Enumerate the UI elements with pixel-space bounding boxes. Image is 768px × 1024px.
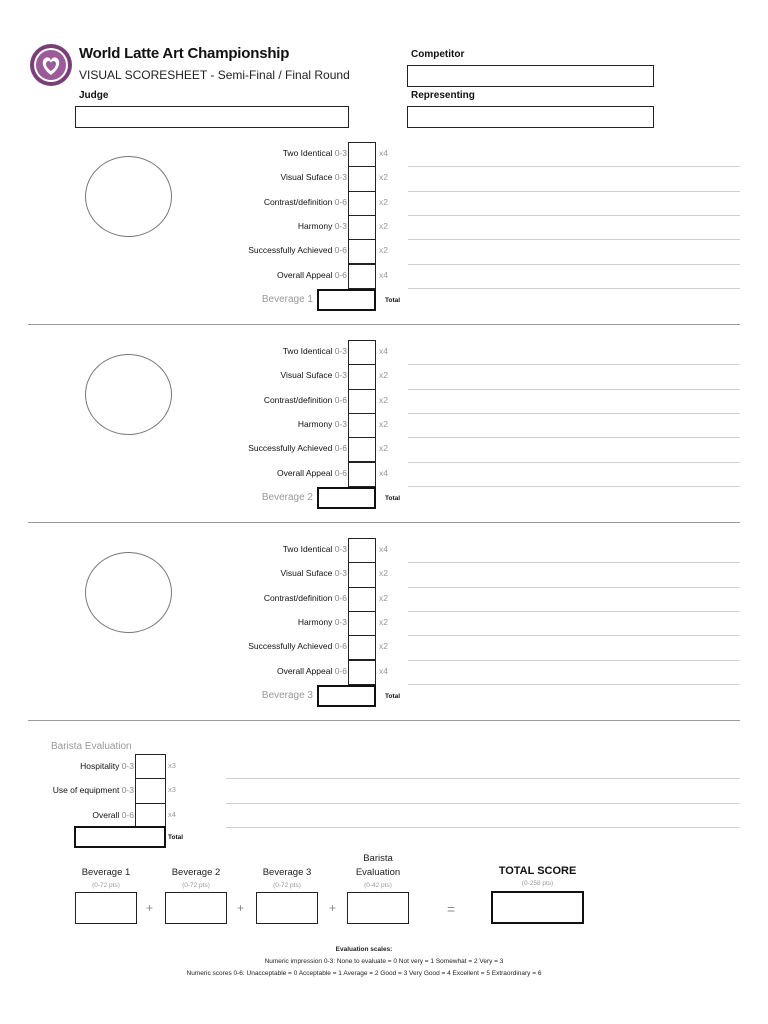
summary-beverage-1-box[interactable] — [75, 892, 137, 924]
criterion-range: 0-3 — [334, 220, 347, 231]
beverage-total-label: Total — [385, 296, 401, 304]
barista-criterion-name: Use of equipment — [52, 785, 120, 796]
criterion-multiplier: x2 — [379, 370, 388, 381]
beverage-label: Beverage 3 — [261, 689, 313, 701]
criterion-name: Visual Suface — [280, 172, 333, 183]
criterion-range: 0-3 — [334, 148, 347, 158]
criterion-name: Contrast/definition — [263, 394, 333, 405]
notes-line[interactable] — [408, 215, 740, 216]
barista-criterion-range: 0-6 — [121, 809, 134, 820]
score-box[interactable] — [348, 562, 376, 587]
criterion-multiplier: x4 — [379, 467, 388, 478]
summary-beverage-2-box[interactable] — [165, 892, 227, 924]
score-box[interactable] — [348, 239, 376, 264]
barista-notes-line[interactable] — [226, 778, 740, 779]
criterion-label — [248, 443, 347, 453]
barista-total-label: Total — [168, 834, 184, 842]
score-box[interactable] — [348, 538, 376, 563]
barista-criterion-name: Hospitality — [80, 761, 120, 771]
section-divider — [28, 522, 740, 523]
beverage-label: Beverage 1 — [261, 293, 313, 305]
summary-barista-label-line-2: Evaluation — [355, 867, 401, 878]
score-box[interactable] — [348, 364, 376, 389]
score-box[interactable] — [348, 413, 376, 438]
section-divider — [28, 324, 740, 325]
barista-notes-line[interactable] — [226, 803, 740, 804]
criterion-range: 0-6 — [334, 467, 347, 478]
beverage-label: Beverage 2 — [261, 491, 313, 503]
criterion-range: 0-3 — [334, 568, 347, 579]
criterion-multiplier: x4 — [379, 148, 388, 158]
evaluation-scales-scores: Numeric scores 0-6: Unacceptable = 0 Acceptable = 1 Average = 2 Good = 3 Very Good = 4 Excellent = 5 Extraordinary = 6 — [186, 970, 542, 977]
score-box[interactable] — [348, 142, 376, 167]
criterion-name: Harmony — [297, 616, 333, 627]
criterion-name: Visual Suface — [280, 568, 333, 579]
score-box[interactable] — [348, 660, 376, 685]
equals-sign: = — [447, 901, 456, 917]
criterion-label — [298, 617, 347, 627]
page-subtitle: VISUAL SCORESHEET - Semi-Final / Final Round — [79, 68, 350, 82]
criterion-label — [277, 666, 347, 676]
latte-art-drawing-circle[interactable] — [85, 552, 172, 633]
beverage-total-box[interactable] — [317, 289, 376, 311]
notes-line[interactable] — [408, 462, 740, 463]
summary-beverage-1-range: (0-72 pts) — [92, 882, 120, 889]
criterion-label — [281, 568, 348, 578]
criterion-name: Successfully Achieved — [248, 641, 333, 652]
summary-barista-label-line-1: Barista — [363, 853, 393, 864]
plus-sign: + — [237, 901, 245, 915]
score-box[interactable] — [348, 166, 376, 191]
summary-barista-range: (0-42 pts) — [364, 882, 392, 889]
criterion-label — [264, 197, 347, 207]
notes-line[interactable] — [408, 684, 740, 685]
beverage-total-box[interactable] — [317, 685, 376, 707]
barista-score-box[interactable] — [135, 778, 166, 803]
notes-line[interactable] — [408, 486, 740, 487]
criterion-label — [283, 346, 347, 356]
criterion-multiplier: x2 — [379, 443, 388, 454]
criterion-multiplier: x4 — [379, 544, 388, 554]
criterion-label — [264, 593, 347, 603]
barista-score-box[interactable] — [135, 803, 166, 828]
total-score-box[interactable] — [491, 891, 584, 924]
criterion-range: 0-3 — [334, 346, 347, 356]
plus-sign: + — [146, 901, 154, 915]
judge-label: Judge — [79, 90, 109, 101]
criterion-multiplier: x2 — [379, 568, 388, 579]
criterion-label — [281, 172, 348, 182]
summary-beverage-3-range: (0-72 pts) — [273, 882, 301, 889]
barista-notes-line[interactable] — [226, 827, 740, 828]
notes-line[interactable] — [408, 191, 740, 192]
criterion-label — [277, 468, 347, 478]
criterion-multiplier: x4 — [379, 346, 388, 356]
score-box[interactable] — [348, 389, 376, 414]
criterion-multiplier: x2 — [379, 592, 388, 603]
total-score-range: (0-258 pts) — [521, 880, 554, 887]
notes-line[interactable] — [408, 635, 740, 636]
criterion-range: 0-6 — [334, 641, 347, 652]
barista-criterion-label — [92, 810, 134, 820]
plus-sign: + — [329, 901, 337, 915]
criterion-multiplier: x2 — [379, 641, 388, 652]
criterion-label — [283, 544, 347, 554]
criterion-range: 0-6 — [334, 245, 347, 256]
score-box[interactable] — [348, 264, 376, 289]
score-box[interactable] — [348, 462, 376, 487]
criterion-name: Overall Appeal — [277, 665, 333, 676]
criterion-name: Overall Appeal — [277, 269, 333, 280]
barista-criterion-multiplier: x3 — [168, 785, 176, 795]
criterion-range: 0-6 — [334, 443, 347, 454]
latte-heart-logo-icon — [27, 43, 75, 87]
notes-line[interactable] — [408, 166, 740, 167]
criterion-name: Two Identical — [282, 346, 333, 356]
score-box[interactable] — [348, 587, 376, 612]
criterion-multiplier: x4 — [379, 269, 388, 280]
barista-criterion-multiplier: x4 — [168, 809, 176, 819]
criterion-multiplier: x2 — [379, 418, 388, 429]
criterion-multiplier: x4 — [379, 665, 388, 676]
score-box[interactable] — [348, 437, 376, 462]
beverage-total-label: Total — [385, 494, 401, 502]
total-score-label: TOTAL SCORE — [498, 865, 577, 877]
summary-beverage-3-label: Beverage 3 — [262, 867, 312, 878]
evaluation-scales-impression: Numeric impression 0-3: None to evaluate = 0 Not very = 1 Somewhat = 2 Very = 3 — [264, 958, 504, 965]
criterion-range: 0-3 — [334, 418, 347, 429]
criterion-multiplier: x2 — [379, 172, 388, 183]
criterion-label — [283, 148, 347, 158]
notes-line[interactable] — [408, 364, 740, 365]
evaluation-scales-title: Evaluation scales: — [335, 946, 393, 953]
representing-field[interactable] — [407, 106, 654, 128]
barista-total-box[interactable] — [74, 826, 166, 848]
barista-criterion-multiplier: x3 — [168, 761, 176, 770]
criterion-name: Successfully Achieved — [248, 245, 333, 256]
beverage-total-label: Total — [385, 692, 401, 700]
barista-evaluation-title: Barista Evaluation — [51, 741, 132, 752]
judge-field[interactable] — [75, 106, 349, 128]
criterion-label — [277, 270, 347, 280]
notes-line[interactable] — [408, 660, 740, 661]
section-divider — [28, 720, 740, 721]
criterion-range: 0-6 — [334, 394, 347, 405]
barista-score-box[interactable] — [135, 754, 166, 779]
notes-line[interactable] — [408, 264, 740, 265]
criterion-label — [248, 641, 347, 651]
latte-art-drawing-circle[interactable] — [85, 156, 172, 237]
criterion-multiplier: x2 — [379, 394, 388, 405]
score-box[interactable] — [348, 611, 376, 636]
barista-criterion-label — [53, 785, 134, 795]
notes-line[interactable] — [408, 288, 740, 289]
criterion-label — [264, 395, 347, 405]
criterion-label — [248, 245, 347, 255]
criterion-name: Overall Appeal — [277, 467, 333, 478]
score-box[interactable] — [348, 215, 376, 240]
criterion-range: 0-6 — [334, 665, 347, 676]
barista-criterion-range: 0-3 — [121, 785, 134, 796]
criterion-range: 0-3 — [334, 616, 347, 627]
criterion-label — [298, 419, 347, 429]
summary-beverage-3-box[interactable] — [256, 892, 318, 924]
representing-label: Representing — [411, 90, 475, 101]
notes-line[interactable] — [408, 413, 740, 414]
criterion-name: Two Identical — [282, 148, 333, 158]
criterion-name: Successfully Achieved — [248, 443, 333, 454]
criterion-name: Visual Suface — [280, 370, 333, 381]
criterion-range: 0-3 — [334, 172, 347, 183]
criterion-range: 0-6 — [334, 269, 347, 280]
notes-line[interactable] — [408, 587, 740, 588]
latte-art-drawing-circle[interactable] — [85, 354, 172, 435]
competitor-label: Competitor — [411, 49, 465, 60]
barista-criterion-name: Overall — [92, 809, 120, 820]
notes-line[interactable] — [408, 611, 740, 612]
criterion-name: Contrast/definition — [263, 196, 333, 207]
criterion-name: Two Identical — [282, 544, 333, 554]
criterion-range: 0-6 — [334, 196, 347, 207]
criterion-range: 0-3 — [334, 544, 347, 554]
summary-beverage-2-range: (0-72 pts) — [182, 882, 210, 889]
page-title: World Latte Art Championship — [79, 45, 290, 62]
summary-beverage-2-label: Beverage 2 — [171, 867, 221, 878]
criterion-range: 0-3 — [334, 370, 347, 381]
criterion-multiplier: x2 — [379, 220, 388, 231]
criterion-name: Harmony — [297, 418, 333, 429]
score-box[interactable] — [348, 191, 376, 216]
summary-barista-box[interactable] — [347, 892, 409, 924]
beverage-total-box[interactable] — [317, 487, 376, 509]
score-box[interactable] — [348, 340, 376, 365]
criterion-label — [298, 221, 347, 231]
criterion-name: Harmony — [297, 220, 333, 231]
summary-beverage-1-label: Beverage 1 — [81, 867, 131, 878]
competitor-field[interactable] — [407, 65, 654, 87]
criterion-multiplier: x2 — [379, 196, 388, 207]
notes-line[interactable] — [408, 437, 740, 438]
criterion-label — [281, 370, 348, 380]
notes-line[interactable] — [408, 562, 740, 563]
criterion-range: 0-6 — [334, 592, 347, 603]
criterion-multiplier: x2 — [379, 245, 388, 256]
barista-criterion-label — [80, 761, 134, 771]
criterion-multiplier: x2 — [379, 616, 388, 627]
notes-line[interactable] — [408, 389, 740, 390]
barista-criterion-range: 0-3 — [121, 761, 134, 771]
score-box[interactable] — [348, 635, 376, 660]
criterion-name: Contrast/definition — [263, 592, 333, 603]
notes-line[interactable] — [408, 239, 740, 240]
